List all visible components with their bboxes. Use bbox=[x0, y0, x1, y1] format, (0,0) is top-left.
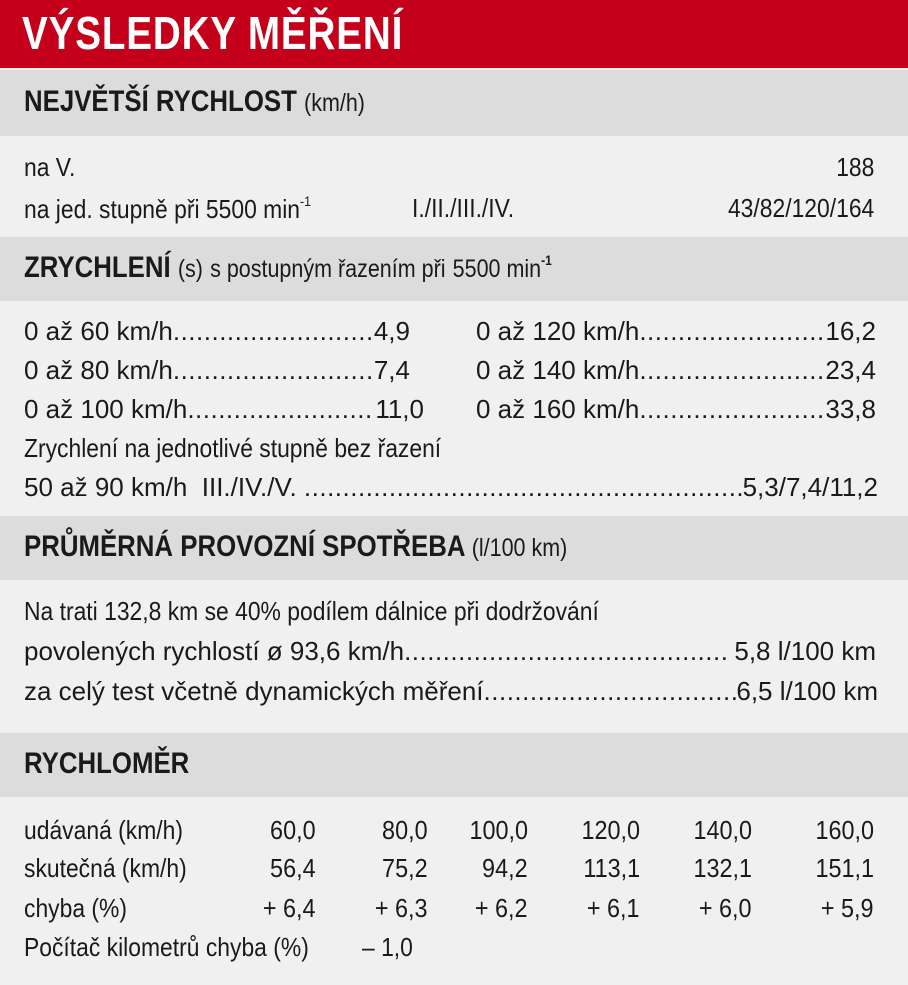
speedometer-cell: + 5,9 bbox=[821, 893, 874, 923]
speedometer-row-label: chyba (%) bbox=[24, 893, 128, 923]
accel-label: 0 až 100 km/h bbox=[24, 394, 188, 424]
speedometer-cell: 151,1 bbox=[815, 853, 874, 883]
section-consumption-header bbox=[0, 516, 908, 580]
accel-gear-value: 5,3/7,4/11,2 bbox=[742, 472, 878, 502]
consumption-row-2 bbox=[24, 636, 876, 667]
speedometer-cell: 113,1 bbox=[583, 853, 640, 883]
consumption-value: 5,8 l/100 km bbox=[727, 636, 876, 666]
accel-label: 0 až 120 km/h bbox=[476, 316, 640, 346]
leader-dots bbox=[639, 355, 825, 386]
accel-label: 0 až 160 km/h bbox=[476, 394, 640, 424]
page-title: VÝSLEDKY MĚŘENÍ bbox=[22, 7, 404, 59]
accel-label: 0 až 60 km/h bbox=[24, 316, 173, 346]
speedometer-cell: 140,0 bbox=[693, 815, 752, 845]
odometer-value: – 1,0 bbox=[362, 932, 413, 962]
speedometer-cell: 75,2 bbox=[382, 853, 428, 883]
speedometer-cell: 60,0 bbox=[270, 815, 316, 845]
speedometer-cell: 160,0 bbox=[815, 815, 874, 845]
speedometer-cell: + 6,2 bbox=[475, 893, 528, 923]
speedometer-row-label: skutečná (km/h) bbox=[24, 853, 187, 883]
leader-dots bbox=[639, 394, 825, 425]
acceleration-heading: ZRYCHLENÍ bbox=[24, 251, 171, 284]
section-speedometer-header bbox=[0, 733, 908, 797]
consumption-heading: PRŮMĚRNÁ PROVOZNÍ SPOTŘEBA bbox=[24, 530, 465, 563]
accel-row-left-1 bbox=[24, 316, 410, 347]
speedometer-cell: 132,1 bbox=[693, 853, 752, 883]
max-speed-label-2 bbox=[24, 193, 311, 225]
leader-dots bbox=[404, 636, 727, 667]
speedometer-row-label: udávaná (km/h) bbox=[24, 815, 183, 845]
max-speed-label-2-sup: -1 bbox=[300, 193, 311, 209]
speedometer-cell: 94,2 bbox=[482, 853, 528, 883]
consumption-label: povolených rychlostí ø 93,6 km/h bbox=[24, 636, 405, 666]
max-speed-label-1: na V. bbox=[24, 152, 76, 182]
accel-row-right-2 bbox=[476, 355, 876, 386]
accel-row-left-3 bbox=[24, 394, 424, 425]
max-speed-unit: (km/h) bbox=[304, 89, 365, 117]
accel-value: 33,8 bbox=[825, 394, 876, 424]
speedometer-cell: + 6,4 bbox=[263, 893, 316, 923]
max-speed-gears: I./II./III./IV. bbox=[412, 193, 515, 223]
odometer-label: Počítač kilometrů chyba (%) bbox=[24, 932, 309, 962]
speedometer-cell: 120,0 bbox=[581, 815, 640, 845]
section-heading bbox=[24, 85, 365, 119]
max-speed-value-2: 43/82/120/164 bbox=[727, 193, 874, 223]
leader-dots bbox=[639, 316, 825, 347]
acceleration-rpm-sup: -1 bbox=[541, 252, 552, 268]
acceleration-rpm: 5500 min bbox=[452, 255, 542, 283]
accel-gear-row bbox=[24, 472, 878, 503]
accel-label: 0 až 140 km/h bbox=[476, 355, 640, 385]
speedometer-cell: + 6,3 bbox=[375, 893, 428, 923]
speedometer-cell: + 6,0 bbox=[699, 893, 752, 923]
accel-value: 4,9 bbox=[373, 316, 410, 346]
section-max-speed-header bbox=[0, 70, 908, 136]
consumption-label: za celý test včetně dynamických měření bbox=[24, 676, 484, 706]
max-speed-label-2-text: na jed. stupně při 5500 min bbox=[24, 194, 301, 224]
consumption-row-3 bbox=[24, 676, 878, 707]
accel-value: 7,4 bbox=[373, 355, 410, 385]
consumption-value: 6,5 l/100 km bbox=[736, 676, 878, 706]
accel-value: 16,2 bbox=[825, 316, 876, 346]
leader-dots bbox=[304, 472, 743, 503]
accel-row-right-1 bbox=[476, 316, 876, 347]
section-acceleration-header bbox=[0, 237, 908, 301]
speedometer-cell: 100,0 bbox=[469, 815, 528, 845]
accel-note: Zrychlení na jednotlivé stupně bez řazení bbox=[24, 433, 442, 463]
section-heading bbox=[24, 530, 567, 564]
accel-row-right-3 bbox=[476, 394, 876, 425]
consumption-unit: (l/100 km) bbox=[471, 534, 568, 562]
accel-label: 0 až 80 km/h bbox=[24, 355, 173, 385]
title-bar bbox=[0, 0, 908, 68]
leader-dots bbox=[173, 316, 374, 347]
acceleration-unit: (s) bbox=[177, 255, 203, 283]
leader-dots bbox=[484, 676, 737, 707]
accel-value: 23,4 bbox=[825, 355, 876, 385]
accel-gear-label: 50 až 90 km/h III./IV./V. bbox=[24, 472, 304, 502]
speedometer-cell: 80,0 bbox=[382, 815, 428, 845]
speedometer-cell: + 6,1 bbox=[587, 893, 640, 923]
accel-value: 11,0 bbox=[375, 394, 424, 424]
acceleration-heading-rest: s postupným řazením při bbox=[210, 255, 446, 283]
section-heading bbox=[24, 251, 552, 285]
speedometer-heading: RYCHLOMĚR bbox=[24, 747, 190, 780]
max-speed-value-1: 188 bbox=[835, 152, 874, 182]
accel-row-left-2 bbox=[24, 355, 410, 386]
speedometer-cell: 56,4 bbox=[270, 853, 316, 883]
consumption-line-1: Na trati 132,8 km se 40% podílem dálnice při dodržování bbox=[24, 596, 599, 626]
leader-dots bbox=[187, 394, 375, 425]
leader-dots bbox=[173, 355, 374, 386]
max-speed-heading: NEJVĚTŠÍ RYCHLOST bbox=[24, 85, 297, 118]
